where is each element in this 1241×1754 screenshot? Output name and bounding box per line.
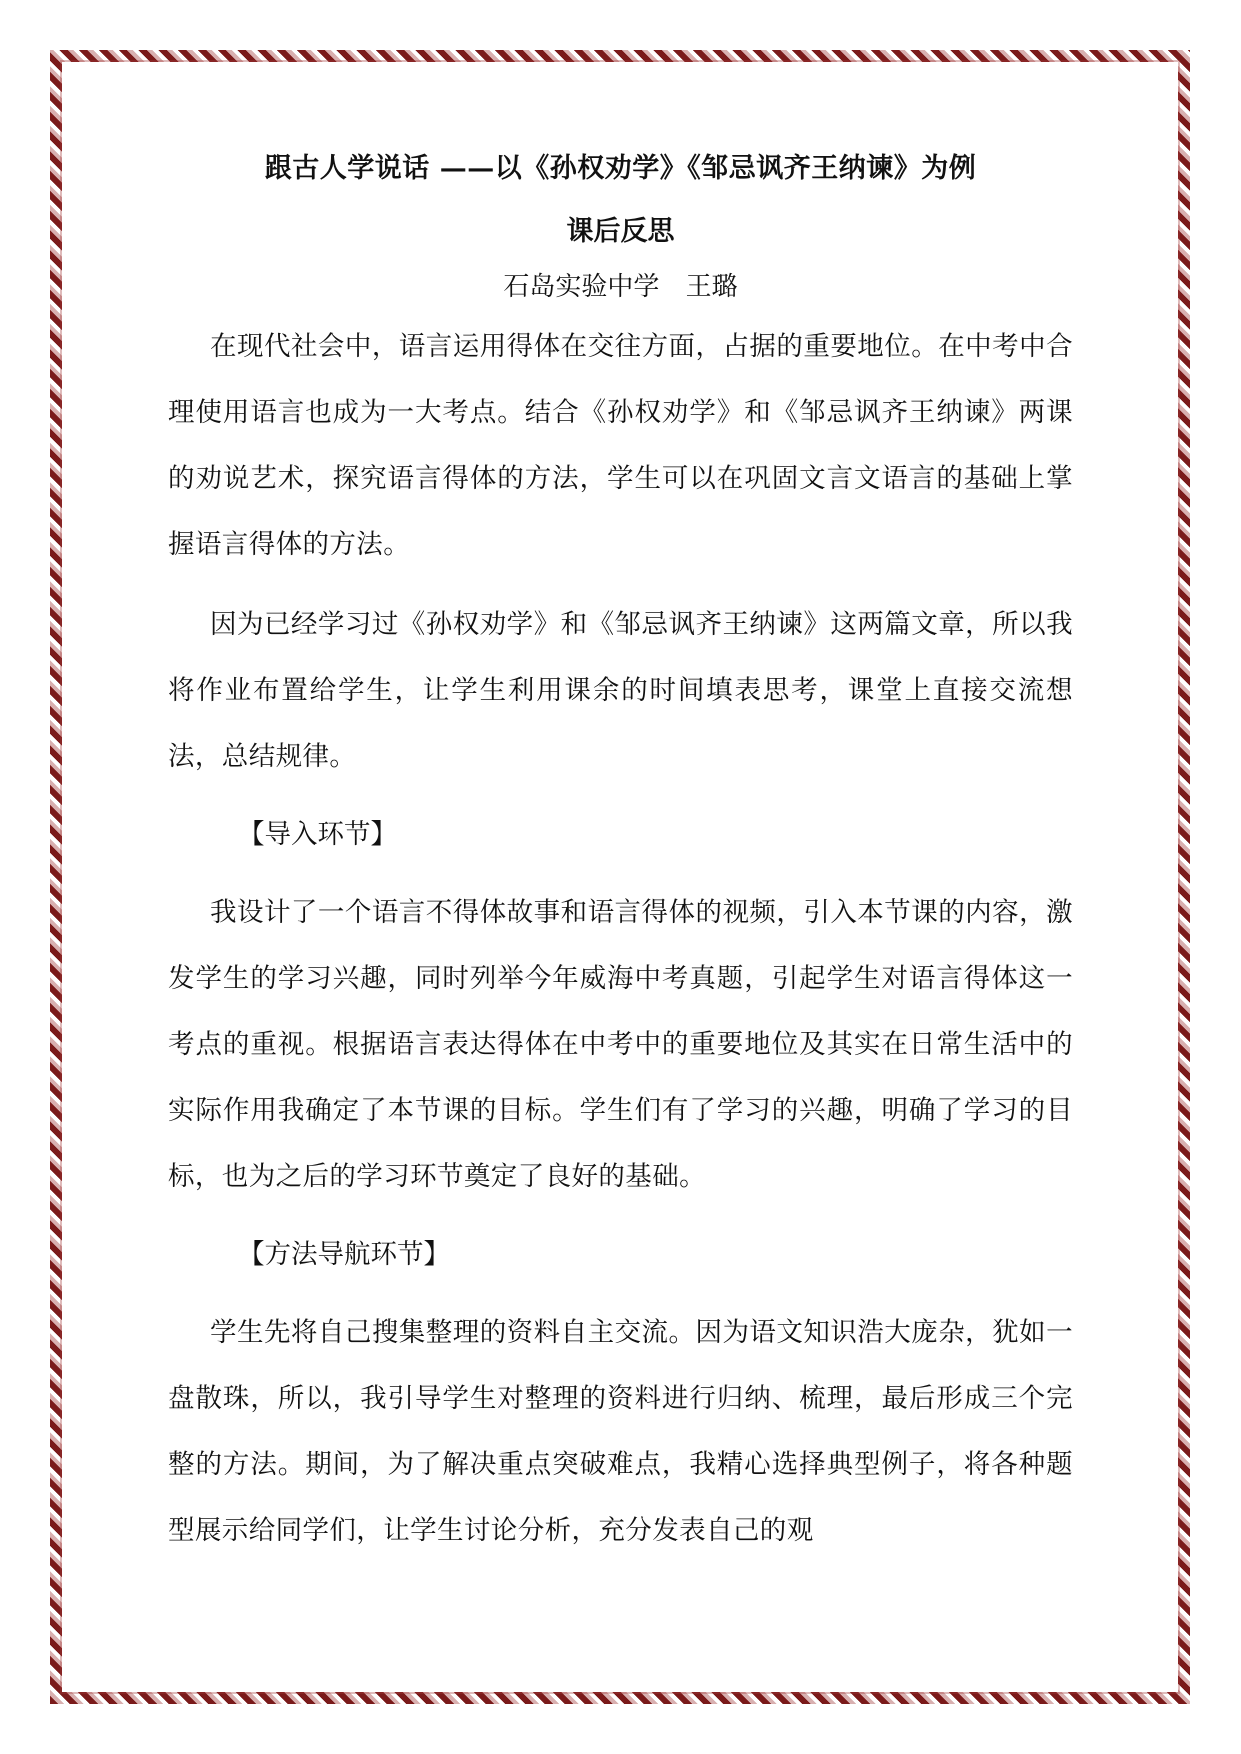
paragraph-homework: 因为已经学习过《孙权劝学》和《邹忌讽齐王纳谏》这两篇文章，所以我将作业布置给学生，让学生利用课余的时间填表思考，课堂上直接交流想法，总结规律。 bbox=[168, 609, 1073, 772]
document-body bbox=[168, 150, 1073, 1576]
section-heading-method: 【方法导航环节】 bbox=[238, 1239, 450, 1270]
paragraph-method-section: 学生先将自己搜集整理的资料自主交流。因为语文知识浩大庞杂，犹如一盘散珠，所以，我引导学生对整理的资料进行归纳、梳理，最后形成三个完整的方法。期间，为了解决重点突破难点，我精心选择典型例子，将各种题型展示给同学们，让学生讨论分析，充分发表自己的观 bbox=[168, 1317, 1073, 1546]
document-title: 跟古人学说话 ——以《孙权劝学》《邹忌讽齐王纳谏》为例 bbox=[264, 153, 977, 184]
paragraph-intro: 在现代社会中，语言运用得体在交往方面，占据的重要地位。在中考中合理使用语言也成为一大考点。结合《孙权劝学》和《邹忌讽齐王纳谏》两课的劝说艺术，探究语言得体的方法，学生可以在巩固文言文语言的基础上掌握语言得体的方法。 bbox=[168, 331, 1073, 560]
paragraph-intro-section: 我设计了一个语言不得体故事和语言得体的视频，引入本节课的内容，激发学生的学习兴趣，同时列举今年威海中考真题，引起学生对语言得体这一考点的重视。根据语言表达得体在中考中的重要地位及其实在日常生活中的实际作用我确定了本节课的目标。学生们有了学习的兴趣，明确了学习的目标，也为之后的学习环节奠定了良好的基础。 bbox=[168, 897, 1073, 1192]
section-heading-intro: 【导入环节】 bbox=[238, 819, 397, 850]
document-author: 石岛实验中学 王璐 bbox=[503, 272, 738, 302]
document-subtitle: 课后反思 bbox=[566, 216, 675, 247]
